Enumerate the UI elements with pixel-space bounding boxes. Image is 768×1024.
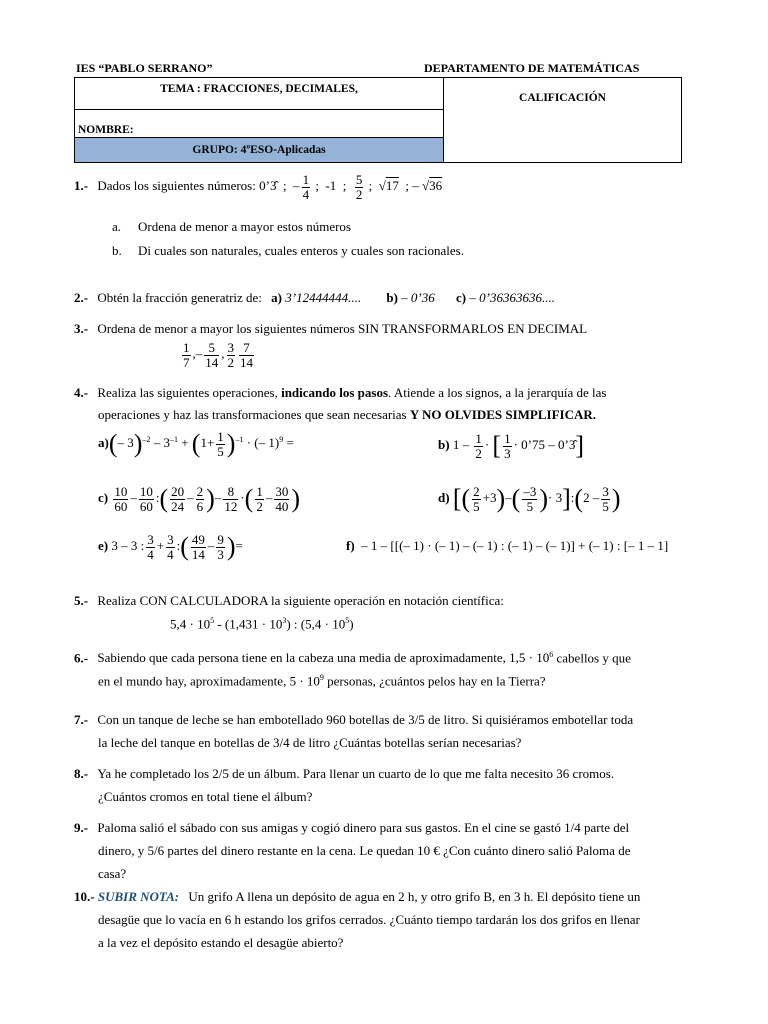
q4-a-label: a) [98, 435, 109, 451]
q4-f-label: f) [346, 538, 355, 553]
q7-line-1: Con un tanque de leche se han embotellado 960 botellas de 3/5 de litro. Si quisiéramos embotellar toda [97, 712, 634, 727]
q6-line-2: en el mundo hay, aproximadamente, 5 · 10 [98, 673, 320, 689]
q6-exp-2: 9 [319, 673, 324, 682]
q6-line-2-wrap [98, 673, 546, 689]
q2-b-label: b) [386, 290, 398, 305]
q6-line-1: Sabiendo que cada persona tiene en la cabeza una media de aproximadamente, 1,5 · 10 [97, 650, 550, 666]
q1-b-text: Di cuales son naturales, cuales enteros y cuales son racionales. [138, 243, 464, 258]
q4-e-label: e) [98, 538, 109, 554]
q1-a-text: Ordena de menor a mayor estos números [138, 219, 351, 234]
q10-tag: SUBIR NOTA: [97, 889, 180, 904]
question-3 [74, 321, 587, 337]
question-10 [74, 889, 640, 905]
question-1 [74, 173, 442, 201]
q6-number: 6.- [74, 650, 89, 666]
q2-text: Obtén la fracción generatriz de: [97, 290, 262, 305]
q9-line-3: casa? [98, 866, 127, 881]
q9-line-1: Paloma salió el sábado con sus amigas y cogió dinero para sus gastos. En el cine se gastó 1/4 parte del [97, 820, 630, 835]
q4-d-expression: d) [( $\frac{2}{5}$ +3)–( $\frac{-3}{5}$ )· 3]:(2 – $\frac{3}{5}$ ) [438, 484, 621, 514]
q4-bold-2: Y NO OLVIDES SIMPLIFICAR. [409, 407, 597, 422]
q4-b-expression: b) 1 – $\frac{1}{2}$ · [ $\frac{1}{3}$ · 0’75 – 0’3̂] [438, 431, 584, 461]
q4-c-label: c) [98, 490, 109, 506]
q4-number: 4.- [74, 385, 89, 400]
q10-number: 10.- [74, 889, 95, 904]
q1-text: Dados los siguientes números: [97, 178, 256, 194]
q3-text: Ordena de menor a mayor los siguientes números SIN TRANSFORMARLOS EN DECIMAL [97, 321, 588, 336]
department-name: DEPARTAMENTO DE MATEMÁTICAS [424, 61, 640, 75]
question-9 [74, 820, 629, 836]
q10-line-3: a la vez el depósito estando el desagüe abierto? [98, 935, 344, 950]
question-2 [74, 290, 555, 306]
question-7 [74, 712, 633, 728]
q6-exp-1: 6 [549, 650, 554, 659]
q1-number: 1.- [74, 178, 89, 194]
name-label: NOMBRE: [78, 124, 134, 136]
q9-number: 9.- [74, 820, 89, 835]
q8-line-2: ¿Cuántos cromos en total tiene el álbum? [98, 789, 313, 804]
q6-line-1b: cabellos y que [553, 650, 631, 666]
q4-e-expression: e) 3 – 3 : $\frac{3}{4}$ + $\frac{3}{4}$ :( $\frac{49}{14}$ – $\frac{9}{3}$ )= [98, 532, 243, 562]
name-cell [75, 110, 444, 138]
header-table [74, 77, 682, 163]
q4-text-2: . Atiende a los signos, a la jerarquía de las [388, 385, 607, 400]
topic: TEMA : FRACCIONES, DECIMALES, [160, 83, 358, 95]
q1-b-label: b. [112, 243, 122, 258]
question-8 [74, 766, 614, 782]
q1-a-label: a. [112, 219, 122, 234]
question-5 [74, 593, 504, 609]
q3-number: 3.- [74, 321, 89, 336]
q2-a-label: a) [271, 290, 283, 305]
q4-text-3: operaciones y haz las transformaciones que sean necesarias [98, 407, 410, 422]
q2-c: – 0’36363636.... [469, 290, 555, 305]
grade-label: CALIFICACIÓN [519, 92, 606, 104]
q2-c-label: c) [456, 290, 467, 305]
question-4 [74, 382, 606, 404]
q2-b: – 0’36 [401, 290, 435, 305]
q1-numbers: 0’3̂ ; – $\frac{1}{4}$ ; -1 ; $\frac{5}{2}$ ; √17 ; – √36 [259, 172, 443, 202]
q4-line-2 [98, 404, 596, 426]
school-name: IES “PABLO SERRANO” [76, 61, 213, 75]
q4-a-expression: a)(– $3)^{-2} - 3^{-1} + (1+$ $\frac{1}{5}$ )$^{-1}$ · (– 1)$^9$ = [98, 429, 294, 459]
q4-c-expression: c) $\frac{10}{60}$ – $\frac{10}{60}$ :( $\frac{20}{24}$ – $\frac{2}{6}$ )– $\frac{8}{12}$ ·( $\frac{1}{2}$ – $\frac{30}{40}$ ) [98, 484, 301, 514]
group-cell [75, 138, 444, 163]
q4-f-expression: f) – 1 – [[(– 1) · (– 1) – (– 1) : (– 1) – (– 1)] + (– 1) : [– 1 – 1] [346, 538, 669, 553]
q8-number: 8.- [74, 766, 89, 781]
q5-number: 5.- [74, 593, 89, 608]
q5-text: Realiza CON CALCULADORA la siguiente operación en notación científica: [97, 593, 504, 608]
q4-d-label: d) [438, 490, 450, 506]
topic-cell [75, 78, 444, 110]
q4-bold-1: indicando los pasos [281, 385, 389, 400]
q7-line-2: la leche del tanque en botellas de 3/4 de litro ¿Cuántas botellas serían necesarias? [98, 735, 522, 750]
q10-line-2: desagüe que lo vacía en 6 h estando los grifos cerrados. ¿Cuánto tiempo tardarán los dos grifos en llenar [98, 912, 640, 927]
q6-line-2b: personas, ¿cuántos pelos hay en la Tierra? [323, 673, 546, 689]
question-6 [74, 650, 631, 666]
q8-line-1: Ya he completado los 2/5 de un álbum. Para llenar un cuarto de lo que me falta necesito 36 cromos. [97, 766, 615, 781]
q4-b-label: b) [438, 437, 450, 453]
q5-expression: $5,4 \cdot 10^5 - (1,431 \cdot 10^3)$ : $(5,4 \cdot 10^5)$ [170, 616, 354, 632]
q7-number: 7.- [74, 712, 89, 727]
group-label: GRUPO: 4ºESO-Aplicadas [192, 144, 326, 156]
grade-cell [444, 78, 682, 163]
q2-number: 2.- [74, 290, 89, 305]
q2-a: 3’12444444.... [285, 290, 362, 305]
q10-line-1: Un grifo A llena un depósito de agua en 2 h, y otro grifo B, en 3 h. El depósito tiene un [188, 889, 641, 904]
q3-fractions: $\frac{1}{7}$ ,– $\frac{5}{14}$ , $\frac{3}{2}$ $\frac{7}{14}$ [183, 340, 253, 370]
q9-line-2: dinero, y 5/6 partes del dinero restante en la cena. Le quedan 10 € ¿Con cuánto dinero salió Paloma de [98, 843, 631, 858]
q4-text-1: Realiza las siguientes operaciones, [97, 385, 282, 400]
